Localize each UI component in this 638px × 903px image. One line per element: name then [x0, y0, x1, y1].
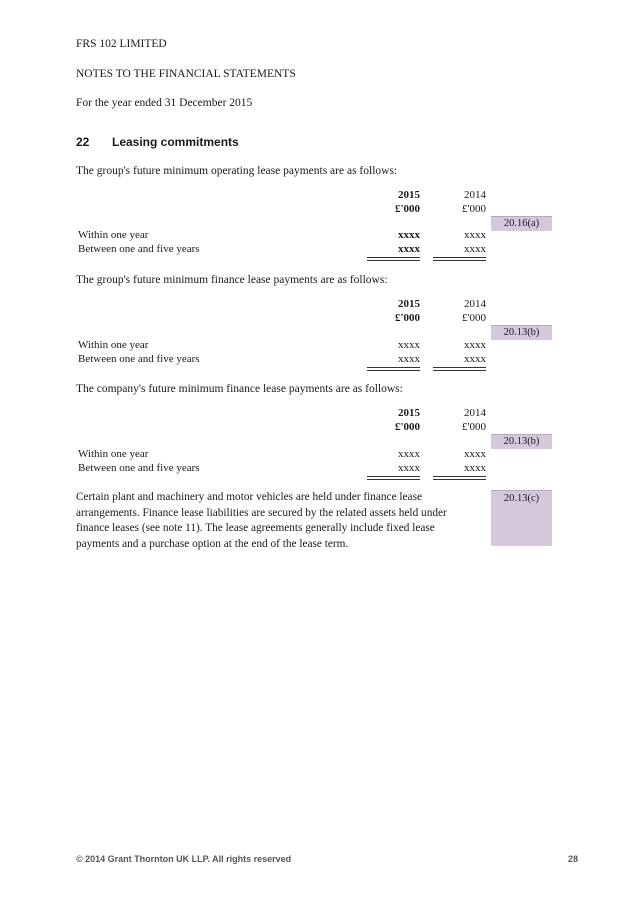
page-number: 28 — [567, 854, 578, 864]
double-underline — [433, 476, 486, 480]
section-intro: The company's future minimum finance lease payments are as follows: — [76, 383, 403, 395]
col-unit-prior: £'000 — [462, 312, 486, 324]
row-label: Between one and five years — [78, 243, 200, 255]
col-unit-current: £'000 — [394, 203, 420, 215]
value-current: xxxx — [398, 243, 420, 255]
value-prior: xxxx — [464, 339, 486, 351]
row-label: Within one year — [78, 339, 149, 351]
col-header-prior-year: 2014 — [464, 298, 486, 310]
document-subtitle: NOTES TO THE FINANCIAL STATEMENTS — [76, 68, 296, 80]
double-underline — [433, 367, 486, 371]
double-underline — [367, 367, 420, 371]
note-title: Leasing commitments — [112, 135, 239, 149]
col-header-current-year: 2015 — [398, 298, 420, 310]
value-current: xxxx — [398, 448, 420, 460]
col-header-current-year: 2015 — [398, 189, 420, 201]
col-header-prior-year: 2014 — [464, 407, 486, 419]
value-current: xxxx — [398, 462, 420, 474]
note-number: 22 — [76, 135, 90, 149]
section-intro: The group's future minimum finance lease payments are as follows: — [76, 274, 388, 286]
row-label: Within one year — [78, 229, 149, 241]
value-current: xxxx — [398, 229, 420, 241]
col-unit-prior: £'000 — [462, 421, 486, 433]
section-intro: The group's future minimum operating lease payments are as follows: — [76, 165, 398, 177]
col-unit-current: £'000 — [394, 421, 420, 433]
value-current: xxxx — [398, 339, 420, 351]
col-unit-prior: £'000 — [462, 203, 486, 215]
closing-paragraph — [76, 490, 461, 552]
paragraph-line: finance leases (see note 11). The lease agreements generally include fixed lease — [76, 522, 435, 534]
reference-box: 20.13(b) — [491, 434, 552, 449]
paragraph-line: Certain plant and machinery and motor vehicles are held under finance lease — [76, 491, 422, 503]
value-prior: xxxx — [464, 353, 486, 365]
value-prior: xxxx — [464, 243, 486, 255]
reference-box: 20.13(b) — [491, 325, 552, 340]
col-unit-current: £'000 — [394, 312, 420, 324]
double-underline — [367, 257, 420, 261]
double-underline — [433, 257, 486, 261]
paragraph-line: payments and a purchase option at the end of the lease term. — [76, 537, 349, 550]
row-label: Between one and five years — [78, 353, 200, 365]
row-label: Between one and five years — [78, 462, 200, 474]
value-prior: xxxx — [464, 229, 486, 241]
col-header-current-year: 2015 — [398, 407, 420, 419]
row-label: Within one year — [78, 448, 149, 460]
paragraph-line: arrangements. Finance lease liabilities are secured by the related assets held under — [76, 506, 447, 519]
value-prior: xxxx — [464, 448, 486, 460]
double-underline — [367, 476, 420, 480]
value-current: xxxx — [398, 353, 420, 365]
col-header-prior-year: 2014 — [464, 189, 486, 201]
reference-box: 20.16(a) — [491, 216, 552, 231]
value-prior: xxxx — [464, 462, 486, 474]
period-line: For the year ended 31 December 2015 — [76, 97, 253, 109]
company-name: FRS 102 LIMITED — [76, 38, 167, 50]
reference-box: 20.13(c) — [491, 490, 552, 546]
footer-copyright: © 2014 Grant Thornton UK LLP. All rights reserved — [76, 854, 292, 864]
